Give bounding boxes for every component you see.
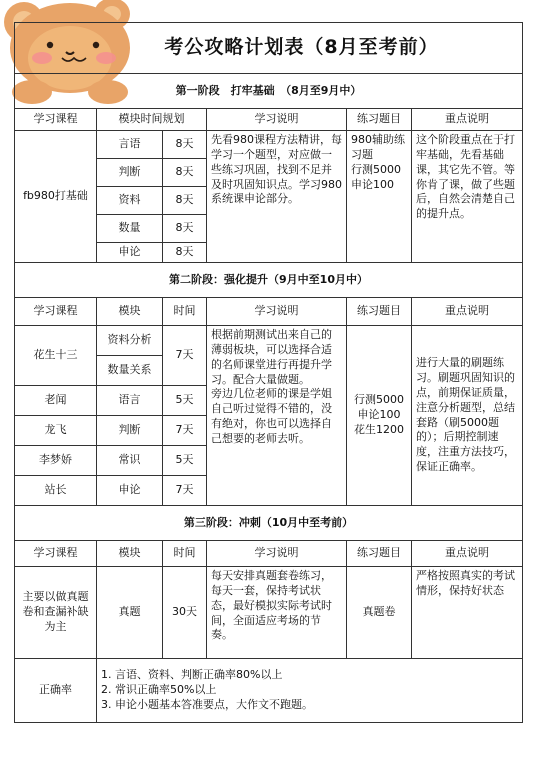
stage2-time: 5天 xyxy=(163,386,207,416)
stage1-module: 数量 xyxy=(97,215,163,243)
stage2-time: 7天 xyxy=(163,326,207,386)
stage2-course: 花生十三 xyxy=(15,326,97,386)
stage2-module: 常识 xyxy=(97,446,163,476)
stage3-header-time: 时间 xyxy=(163,541,207,567)
stage1-header-practice: 练习题目 xyxy=(347,109,412,131)
accuracy-item: 1. 言语、资料、判断正确率80%以上 xyxy=(101,668,283,682)
stage2-header-focus: 重点说明 xyxy=(412,298,523,326)
plan-sheet xyxy=(14,22,522,723)
stage1-module: 申论 xyxy=(97,243,163,263)
stage3-focus: 严格按照真实的考试情形，保持好状态 xyxy=(412,567,523,659)
stage2-module: 判断 xyxy=(97,416,163,446)
stage3-course: 主要以做真题卷和查漏补缺为主 xyxy=(15,567,97,659)
stage2-course: 李梦娇 xyxy=(15,446,97,476)
stage2-time: 7天 xyxy=(163,416,207,446)
stage1-time: 8天 xyxy=(163,131,207,159)
stage2-header-module: 模块 xyxy=(97,298,163,326)
stage1-header-course: 学习课程 xyxy=(15,109,97,131)
stage1-module: 资料 xyxy=(97,187,163,215)
stage2-course: 站长 xyxy=(15,476,97,506)
stage3-time: 30天 xyxy=(163,567,207,659)
stage2-header-time: 时间 xyxy=(163,298,207,326)
stage1-time: 8天 xyxy=(163,187,207,215)
plan-table xyxy=(14,22,523,723)
stage2-header-practice: 练习题目 xyxy=(347,298,412,326)
stage2-header-desc: 学习说明 xyxy=(207,298,347,326)
stage1-course: fb980打基础 xyxy=(15,131,97,263)
stage3-desc: 每天安排真题套卷练习，每天一套，保持考试状态，最好模拟实际考试时间，全面适应考场的节奏。 xyxy=(207,567,347,659)
stage2-course: 老闻 xyxy=(15,386,97,416)
stage1-focus: 这个阶段重点在于打牢基础，先看基础课，其它先不管。等你肯了课，做了些题后，自然会清楚自己的提升点。 xyxy=(412,131,523,263)
stage1-header-module-time: 模块时间规划 xyxy=(97,109,207,131)
stage3-title: 第三阶段：冲刺（10月中至考前） xyxy=(15,506,523,541)
stage1-header-desc: 学习说明 xyxy=(207,109,347,131)
stage3-header-course: 学习课程 xyxy=(15,541,97,567)
stage2-practice: 行测5000 申论100 花生1200 xyxy=(347,326,412,506)
stage2-module: 语言 xyxy=(97,386,163,416)
stage3-practice: 真题卷 xyxy=(347,567,412,659)
stage2-desc: 根据前期测试出来自己的薄弱板块，可以选择合适的名师课堂进行再提升学习。配合大量做题。 旁边几位老师的课是学姐自己听过觉得不错的，没有绝对，你也可以选择自己想要的老师去听。 xyxy=(207,326,347,506)
stage1-module: 言语 xyxy=(97,131,163,159)
stage3-header-practice: 练习题目 xyxy=(347,541,412,567)
stage3-module: 真题 xyxy=(97,567,163,659)
stage2-module: 资料分析 xyxy=(97,326,163,356)
stage1-practice: 980辅助练习题 行测5000 申论100 xyxy=(347,131,412,263)
stage2-focus: 进行大量的刷题练习。刷题巩固知识的点，前期保证质量，注意分析题型，总结套路（刷5000题的）；后期控制速度，注重方法技巧，保证正确率。 xyxy=(412,326,523,506)
stage2-time: 7天 xyxy=(163,476,207,506)
page-title: 考公攻略计划表（8月至考前） xyxy=(15,23,523,74)
accuracy-label: 正确率 xyxy=(15,659,97,723)
stage1-title: 第一阶段 打牢基础 （8月至9月中） xyxy=(15,74,523,109)
stage3-header-module: 模块 xyxy=(97,541,163,567)
stage1-time: 8天 xyxy=(163,215,207,243)
stage2-module: 数量关系 xyxy=(97,356,163,386)
stage2-time: 5天 xyxy=(163,446,207,476)
accuracy-item: 3. 申论小题基本答准要点，大作文不跑题。 xyxy=(101,697,313,711)
stage2-header-course: 学习课程 xyxy=(15,298,97,326)
stage2-title: 第二阶段：强化提升（9月中至10月中） xyxy=(15,263,523,298)
stage2-module: 申论 xyxy=(97,476,163,506)
stage1-time: 8天 xyxy=(163,243,207,263)
accuracy-item: 2. 常识正确率50%以上 xyxy=(101,683,217,697)
accuracy-list xyxy=(97,659,523,723)
stage3-header-desc: 学习说明 xyxy=(207,541,347,567)
stage2-course: 龙飞 xyxy=(15,416,97,446)
stage1-desc: 先看980课程方法精讲，每学习一个题型，对应做一些练习巩固，找到不足并及时巩固知识点。学习980系统课申论部分。 xyxy=(207,131,347,263)
stage1-header-focus: 重点说明 xyxy=(412,109,523,131)
stage1-module: 判断 xyxy=(97,159,163,187)
stage3-header-focus: 重点说明 xyxy=(412,541,523,567)
stage1-time: 8天 xyxy=(163,159,207,187)
